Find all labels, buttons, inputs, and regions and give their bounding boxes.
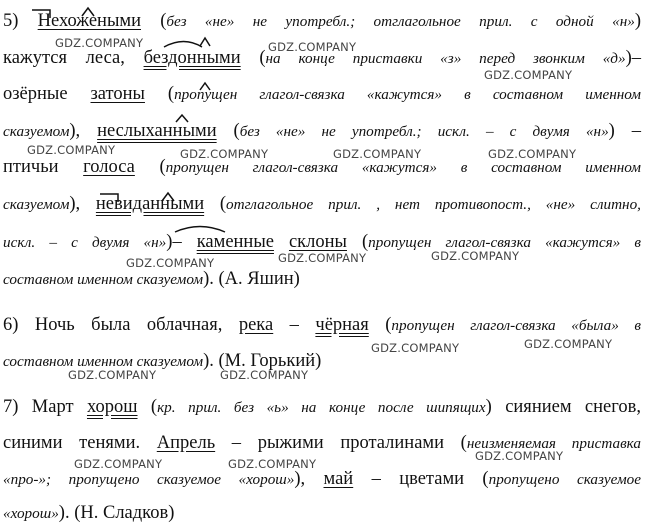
grammar-note: пропущен глагол-связка «кажутся» в составном именном [174,86,642,103]
watermark: GDZ.COMPANY [180,147,269,161]
grammar-note: кр. прил. без «ь» на конце после шипящих [157,399,486,416]
text-line [3,393,641,422]
text-segment: ( [368,315,392,335]
watermark: GDZ.COMPANY [55,36,144,50]
grammar-note: составном именном сказуемом [3,271,204,288]
text-segment: – [273,315,316,335]
text-segment: ( [240,48,266,68]
text-segment [274,232,289,252]
subject-word: Апрель [156,433,216,453]
watermark: GDZ.COMPANY [371,341,460,355]
watermark: GDZ.COMPANY [488,147,577,161]
watermark: GDZ.COMPANY [278,251,367,265]
text-segment: ( [141,11,167,31]
text-segment: ( [346,232,369,252]
watermark: GDZ.COMPANY [268,40,357,54]
text-segment: озёрные [3,84,91,104]
text-segment: )– [166,232,197,252]
grammar-note: отглагольное прил. , нет противопост., «не» слитно, [226,196,641,213]
grammar-note: сказуемом [3,196,70,213]
subject-word: склоны [288,232,347,252]
text-line [3,7,641,36]
watermark: GDZ.COMPANY [220,368,309,382]
grammar-note: составном именном сказуемом [3,353,204,370]
text-segment: ( [216,121,240,141]
grammar-note: пропущено сказуемое [488,471,641,488]
text-segment: )– [625,48,641,68]
watermark: GDZ.COMPANY [126,256,215,270]
text-segment: ( [204,194,227,214]
grammar-note: пропущен глагол-связка «кажутся» в [368,234,641,251]
text-segment: 6) Ночь была облачная, [3,315,239,335]
watermark: GDZ.COMPANY [333,147,422,161]
subject-word: Нехожеными [37,11,141,31]
predicate-word: каменные [196,232,274,252]
text-segment: ( [134,157,166,177]
watermark: GDZ.COMPANY [74,457,163,471]
text-line [3,190,641,219]
grammar-note: сказуемом [3,123,70,140]
subject-word: затоны [90,84,145,104]
text-segment: – рыжими проталинами ( [215,433,467,453]
text-segment: – цветами ( [353,469,489,489]
predicate-word: бездонными [143,48,241,68]
text-segment: синими тенями. [3,433,157,453]
watermark: GDZ.COMPANY [484,68,573,82]
subject-word: май [323,469,354,489]
text-segment: ), [69,194,96,214]
text-segment: ) – [608,121,642,141]
text-line [3,117,641,146]
text-segment: ). (М. Горький) [203,351,322,371]
grammar-note: на конце приставки «з» перед звонким «д» [265,50,626,67]
text-segment: ) сиянием снегов, [485,397,641,417]
text-segment: ), [69,121,98,141]
text-segment: птичьи [3,157,84,177]
predicate-word: неслыханными [97,121,217,141]
text-segment: ) [634,11,641,31]
grammar-note: без «не» не употребл.; отглагольное прил. с одной «н» [166,13,635,30]
watermark: GDZ.COMPANY [431,249,520,263]
watermark: GDZ.COMPANY [475,449,564,463]
predicate-word: невиданными [95,194,205,214]
grammar-note: искл. – с двумя «н» [3,234,167,251]
text-segment: ). (Н. Сладков) [58,503,175,523]
predicate-word: чёрная [315,315,369,335]
grammar-note: без «не» не употребл.; искл. – с двумя «н» [239,123,609,140]
subject-word: голоса [83,157,135,177]
text-segment: 7) Март [3,397,87,417]
predicate-word: хорош [86,397,138,417]
text-line [3,499,174,528]
subject-word: река [238,315,274,335]
text-segment: кажутся леса, [3,48,144,68]
watermark: GDZ.COMPANY [524,337,613,351]
watermark: GDZ.COMPANY [228,457,317,471]
grammar-note: неизменяемая приставка [466,435,641,452]
text-segment: ), [294,469,324,489]
grammar-note: пропущен глагол-связка «была» в [391,317,642,334]
grammar-note: «хорош» [3,505,59,522]
text-segment: ( [137,397,158,417]
grammar-note: «про-»; пропущено сказуемое «хорош» [3,471,295,488]
grammar-note: пропущен глагол-связка «кажутся» в составном именном [165,159,641,176]
text-segment: 5) [3,11,38,31]
text-line [3,80,641,109]
text-line [3,311,641,340]
watermark: GDZ.COMPANY [68,368,157,382]
text-segment: ( [144,84,175,104]
watermark: GDZ.COMPANY [27,143,116,157]
text-segment: ). (А. Яшин) [203,269,300,289]
